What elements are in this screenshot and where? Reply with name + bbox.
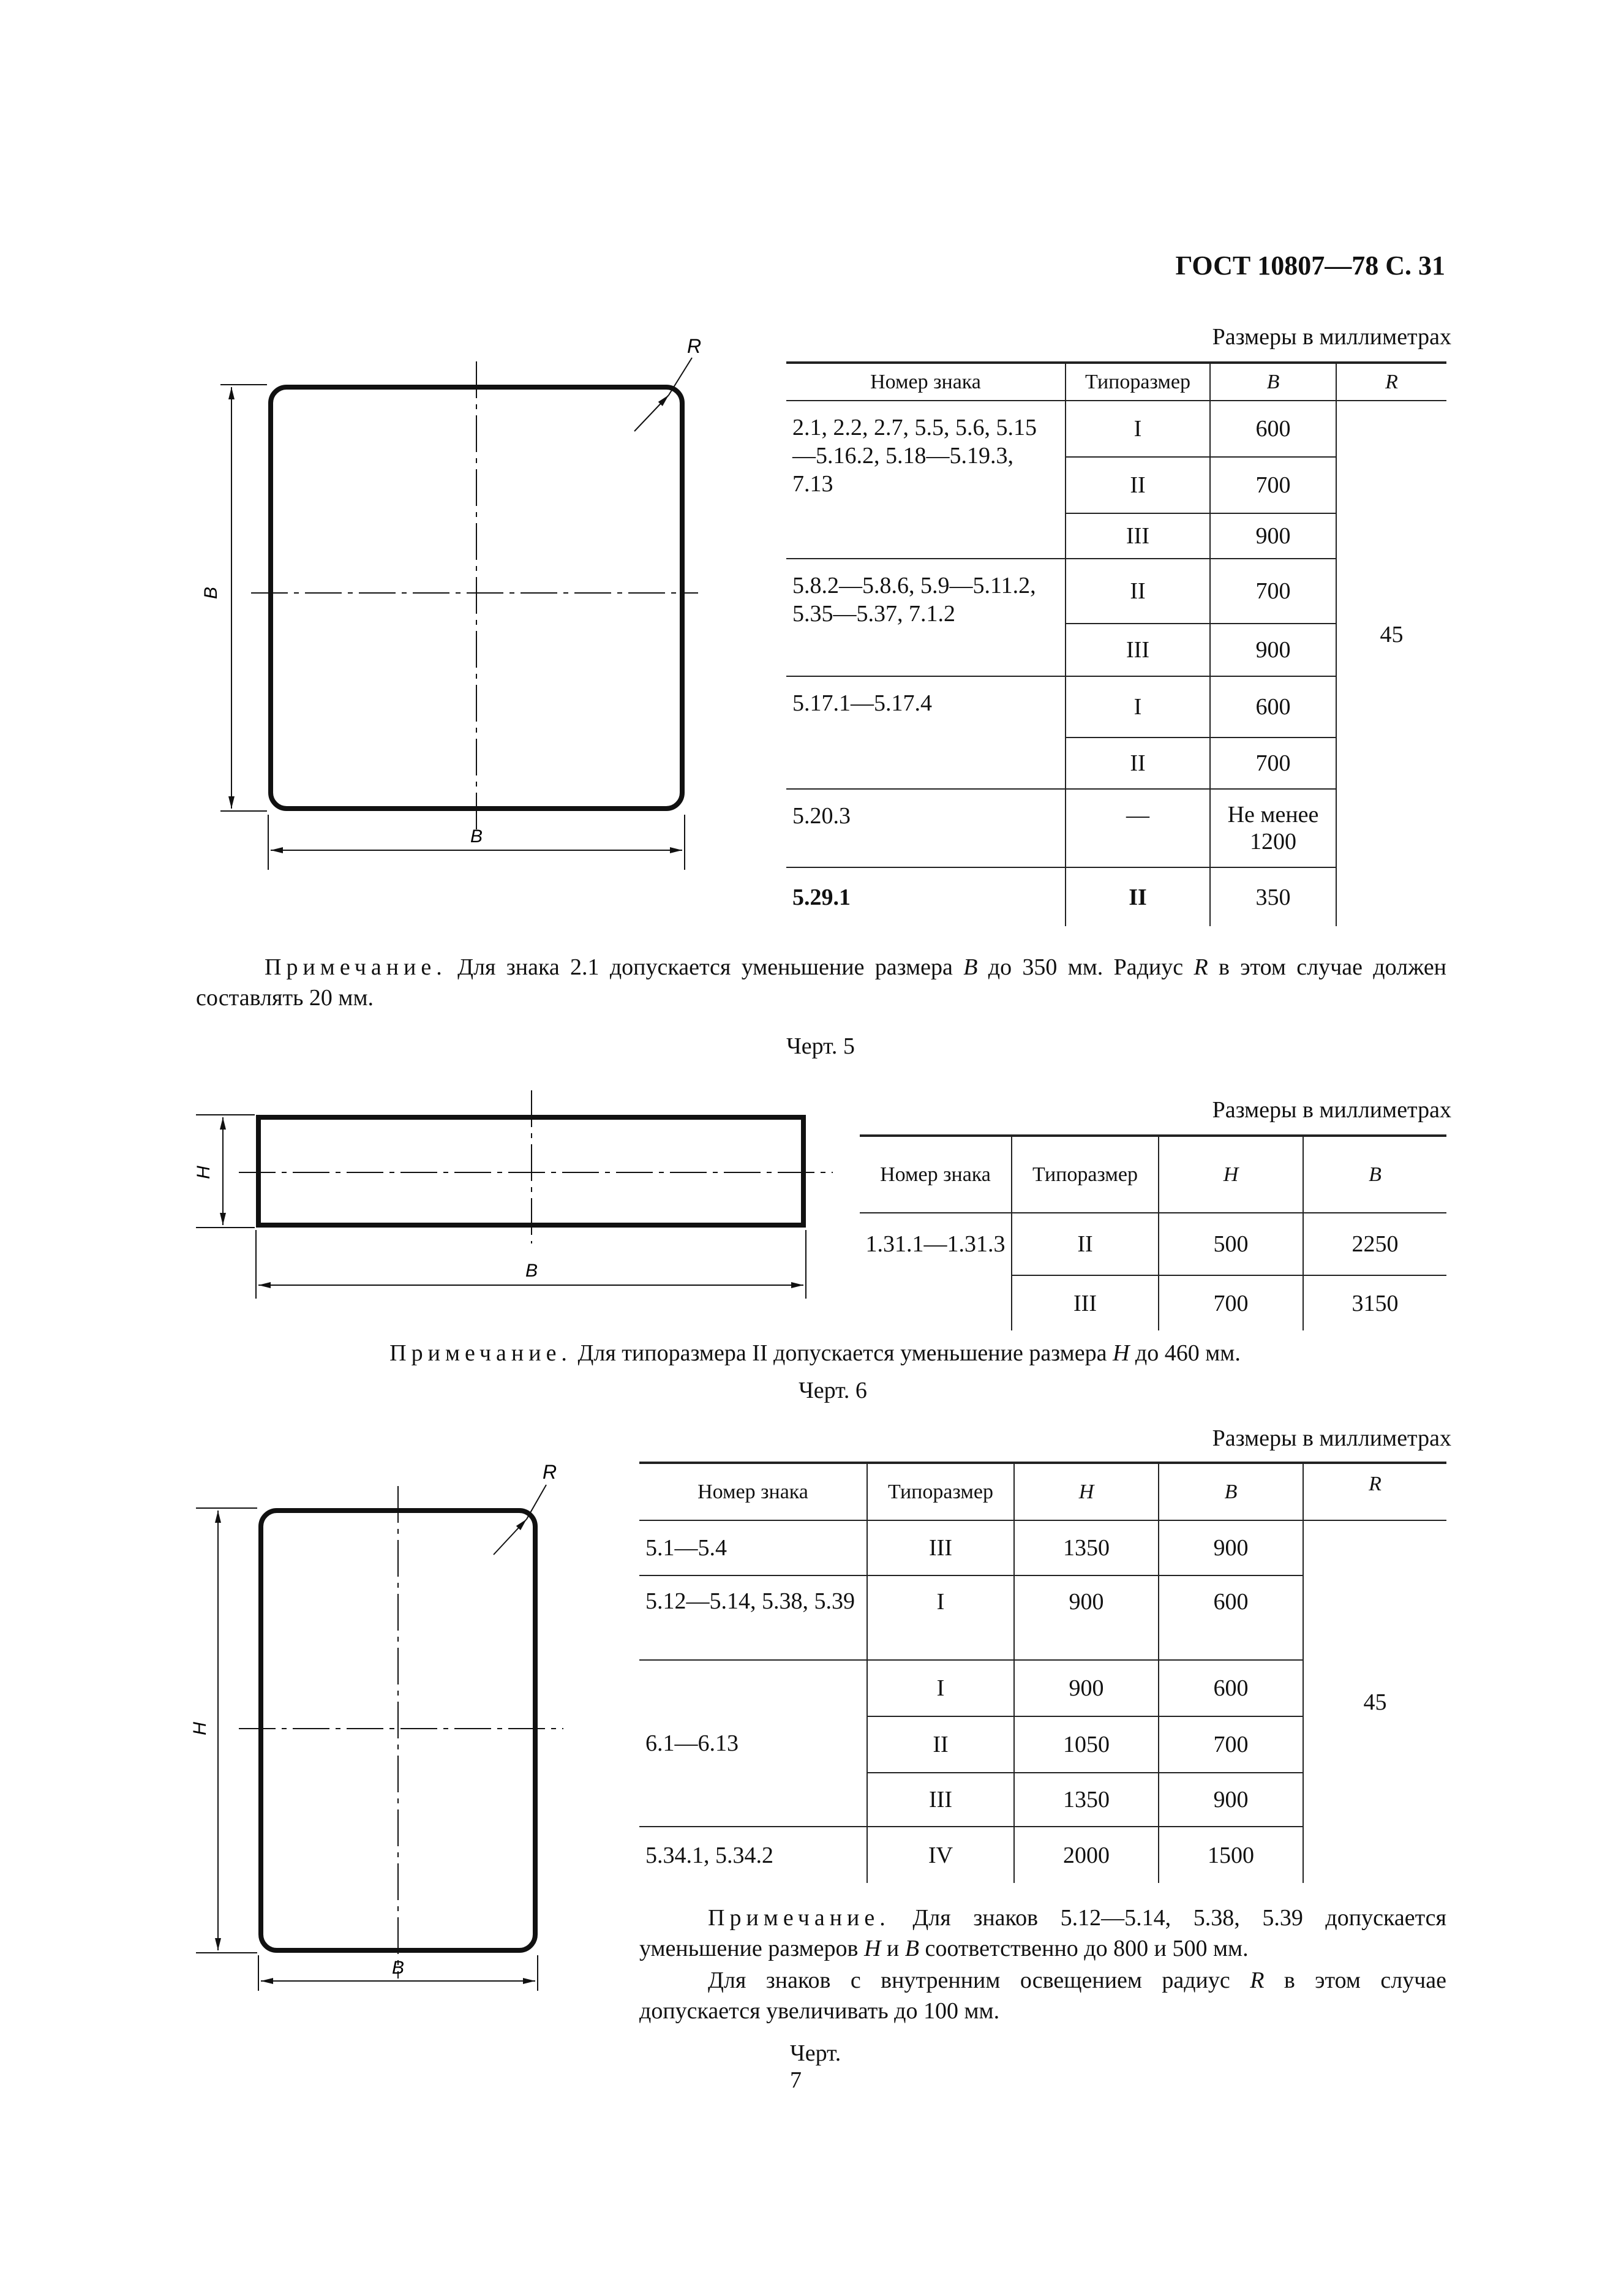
fig6-table	[860, 1134, 1446, 1330]
fig7-r-value: 45	[1303, 1520, 1446, 1883]
fig7-note-2	[639, 1965, 1446, 2026]
fig7-label-h: H	[190, 1722, 210, 1735]
fig5-size: I	[1066, 676, 1210, 738]
fig7-h: 1050	[1014, 1716, 1159, 1773]
fig7-b: 700	[1159, 1716, 1303, 1773]
fig5-note-text-a: Для знака 2.1 допускается уменьшение размера	[457, 954, 953, 980]
fig5-col-sign: Номер знака	[786, 363, 1066, 401]
fig7-col-size: Типоразмер	[867, 1463, 1014, 1520]
fig7-note-text-b: соответственно до 800 и 500 мм.	[925, 1936, 1249, 1961]
fig7-note-text-and: и	[886, 1936, 900, 1961]
fig5-size: II	[1066, 559, 1210, 624]
fig7-table	[639, 1462, 1446, 1883]
fig7-col-h: H	[1014, 1463, 1159, 1520]
fig6-note-text-b: до 460 мм.	[1135, 1340, 1241, 1366]
fig7-b: 1500	[1159, 1827, 1303, 1883]
fig6-col-size: Типоразмер	[1012, 1136, 1159, 1213]
fig7-col-sign: Номер знака	[639, 1463, 867, 1520]
fig7-sign: 5.12—5.14, 5.38, 5.39	[639, 1575, 867, 1660]
fig5-b: 700	[1210, 738, 1336, 789]
fig7-b: 900	[1159, 1773, 1303, 1827]
fig7-note-var3: R	[1250, 1968, 1265, 1993]
fig7-col-r: R	[1303, 1463, 1446, 1520]
fig6-size: III	[1012, 1275, 1159, 1330]
fig7-size: I	[867, 1660, 1014, 1716]
fig5-r-value: 45	[1336, 401, 1446, 867]
fig7-drawing	[190, 1452, 625, 1997]
fig6-note-var1: H	[1112, 1340, 1130, 1366]
fig6-col-h: H	[1159, 1136, 1303, 1213]
fig5-note	[196, 952, 1446, 1013]
fig6-caption: Размеры в миллиметрах	[1212, 1097, 1451, 1123]
fig5-col-r: R	[1336, 363, 1446, 401]
fig6-b: 3150	[1303, 1275, 1446, 1330]
fig7-size: III	[867, 1773, 1014, 1827]
fig5-size: —	[1066, 789, 1210, 867]
fig7-b: 900	[1159, 1520, 1303, 1575]
fig7-note-text-d: в этом случае допускается увеличивать до 100 мм.	[639, 1968, 1447, 2024]
fig5-sign-0: 2.1, 2.2, 2.7, 5.5, 5.6, 5.15—5.16.2, 5.18—5.19.3, 7.13	[786, 401, 1066, 559]
fig5-sign-3: 5.20.3	[786, 789, 1066, 867]
fig5-b: 900	[1210, 513, 1336, 559]
fig6-chert: Черт. 6	[799, 1378, 867, 1403]
fig7-b: 600	[1159, 1660, 1303, 1716]
fig6-col-sign: Номер знака	[860, 1136, 1012, 1213]
fig7-note-var1: H	[863, 1936, 881, 1961]
fig5-b: 700	[1210, 457, 1336, 513]
fig5-b: 350	[1210, 867, 1336, 926]
fig7-note-var2: B	[904, 1936, 919, 1961]
fig5-note-var1: B	[963, 954, 978, 980]
fig5-size: I	[1066, 401, 1210, 457]
fig5-size: III	[1066, 513, 1210, 559]
fig7-h: 2000	[1014, 1827, 1159, 1883]
fig7-label-r: R	[543, 1461, 557, 1483]
fig7-chert: Черт. 7	[790, 2040, 841, 2093]
fig5-note-text-b: до 350 мм. Радиус	[988, 954, 1184, 980]
fig7-sign: 6.1—6.13	[639, 1660, 867, 1827]
fig5-note-label: Примечание.	[265, 954, 447, 980]
fig6-b: 2250	[1303, 1213, 1446, 1275]
fig7-h: 1350	[1014, 1520, 1159, 1575]
fig7-size: I	[867, 1575, 1014, 1660]
fig7-note-1	[639, 1903, 1446, 1964]
page-header: ГОСТ 10807—78 С. 31	[1175, 251, 1445, 281]
fig5-col-b: B	[1210, 363, 1336, 401]
fig6-drawing	[196, 1090, 845, 1317]
fig6-note	[184, 1338, 1446, 1368]
fig5-b: 600	[1210, 401, 1336, 457]
fig5-label-r: R	[687, 335, 702, 357]
fig7-col-b: B	[1159, 1463, 1303, 1520]
fig5-sign-4: 5.29.1	[786, 867, 1066, 926]
fig7-caption: Размеры в миллиметрах	[1212, 1425, 1451, 1451]
fig6-label-h: H	[194, 1166, 214, 1179]
fig6-col-b: B	[1303, 1136, 1446, 1213]
fig5-b: 600	[1210, 676, 1336, 738]
fig5-note-var2: R	[1194, 954, 1208, 980]
fig7-size: IV	[867, 1827, 1014, 1883]
fig5-size: II	[1066, 457, 1210, 513]
fig5-col-size: Типоразмер	[1066, 363, 1210, 401]
fig7-h: 1350	[1014, 1773, 1159, 1827]
fig5-label-b-horiz: B	[470, 826, 483, 847]
fig7-b: 600	[1159, 1575, 1303, 1660]
fig7-note-label: Примечание.	[708, 1905, 890, 1931]
fig7-note-text-c: Для знаков с внутренним освещением радиус	[708, 1968, 1230, 1993]
fig5-note-text-c: в этом случае должен составлять 20 мм.	[196, 954, 1447, 1011]
fig6-h: 500	[1159, 1213, 1303, 1275]
fig5-table	[786, 361, 1446, 926]
fig7-sign: 5.1—5.4	[639, 1520, 867, 1575]
fig6-label-b: B	[525, 1261, 538, 1281]
fig7-sign: 5.34.1, 5.34.2	[639, 1827, 867, 1883]
fig7-note-text-a: Для знаков 5.12—5.14, 5.38, 5.39 допускается уменьшение размеров	[639, 1905, 1447, 1961]
fig6-h: 700	[1159, 1275, 1303, 1330]
fig5-chert: Черт. 5	[786, 1033, 855, 1059]
fig5-label-b-vert: B	[201, 586, 221, 600]
fig6-size: II	[1012, 1213, 1159, 1275]
fig7-label-b: B	[391, 1958, 405, 1978]
fig5-sign-1: 5.8.2—5.8.6, 5.9—5.11.2, 5.35—5.37, 7.1.2	[786, 559, 1066, 676]
fig5-b: Не менее 1200	[1210, 789, 1336, 867]
fig7-h: 900	[1014, 1660, 1159, 1716]
fig6-note-label: Примечание.	[389, 1340, 572, 1366]
fig5-size: III	[1066, 624, 1210, 676]
fig5-b: 900	[1210, 624, 1336, 676]
fig5-size: II	[1066, 738, 1210, 789]
fig5-size: II	[1066, 867, 1210, 926]
fig7-size: III	[867, 1520, 1014, 1575]
fig5-drawing	[201, 331, 735, 882]
fig7-size: II	[867, 1716, 1014, 1773]
fig5-b: 700	[1210, 559, 1336, 624]
fig5-sign-2: 5.17.1—5.17.4	[786, 676, 1066, 789]
fig7-h: 900	[1014, 1575, 1159, 1660]
fig6-note-text-a: Для типоразмера II допускается уменьшение размера	[577, 1340, 1107, 1366]
fig6-sign: 1.31.1—1.31.3	[860, 1213, 1012, 1330]
fig5-caption: Размеры в миллиметрах	[1212, 324, 1451, 350]
